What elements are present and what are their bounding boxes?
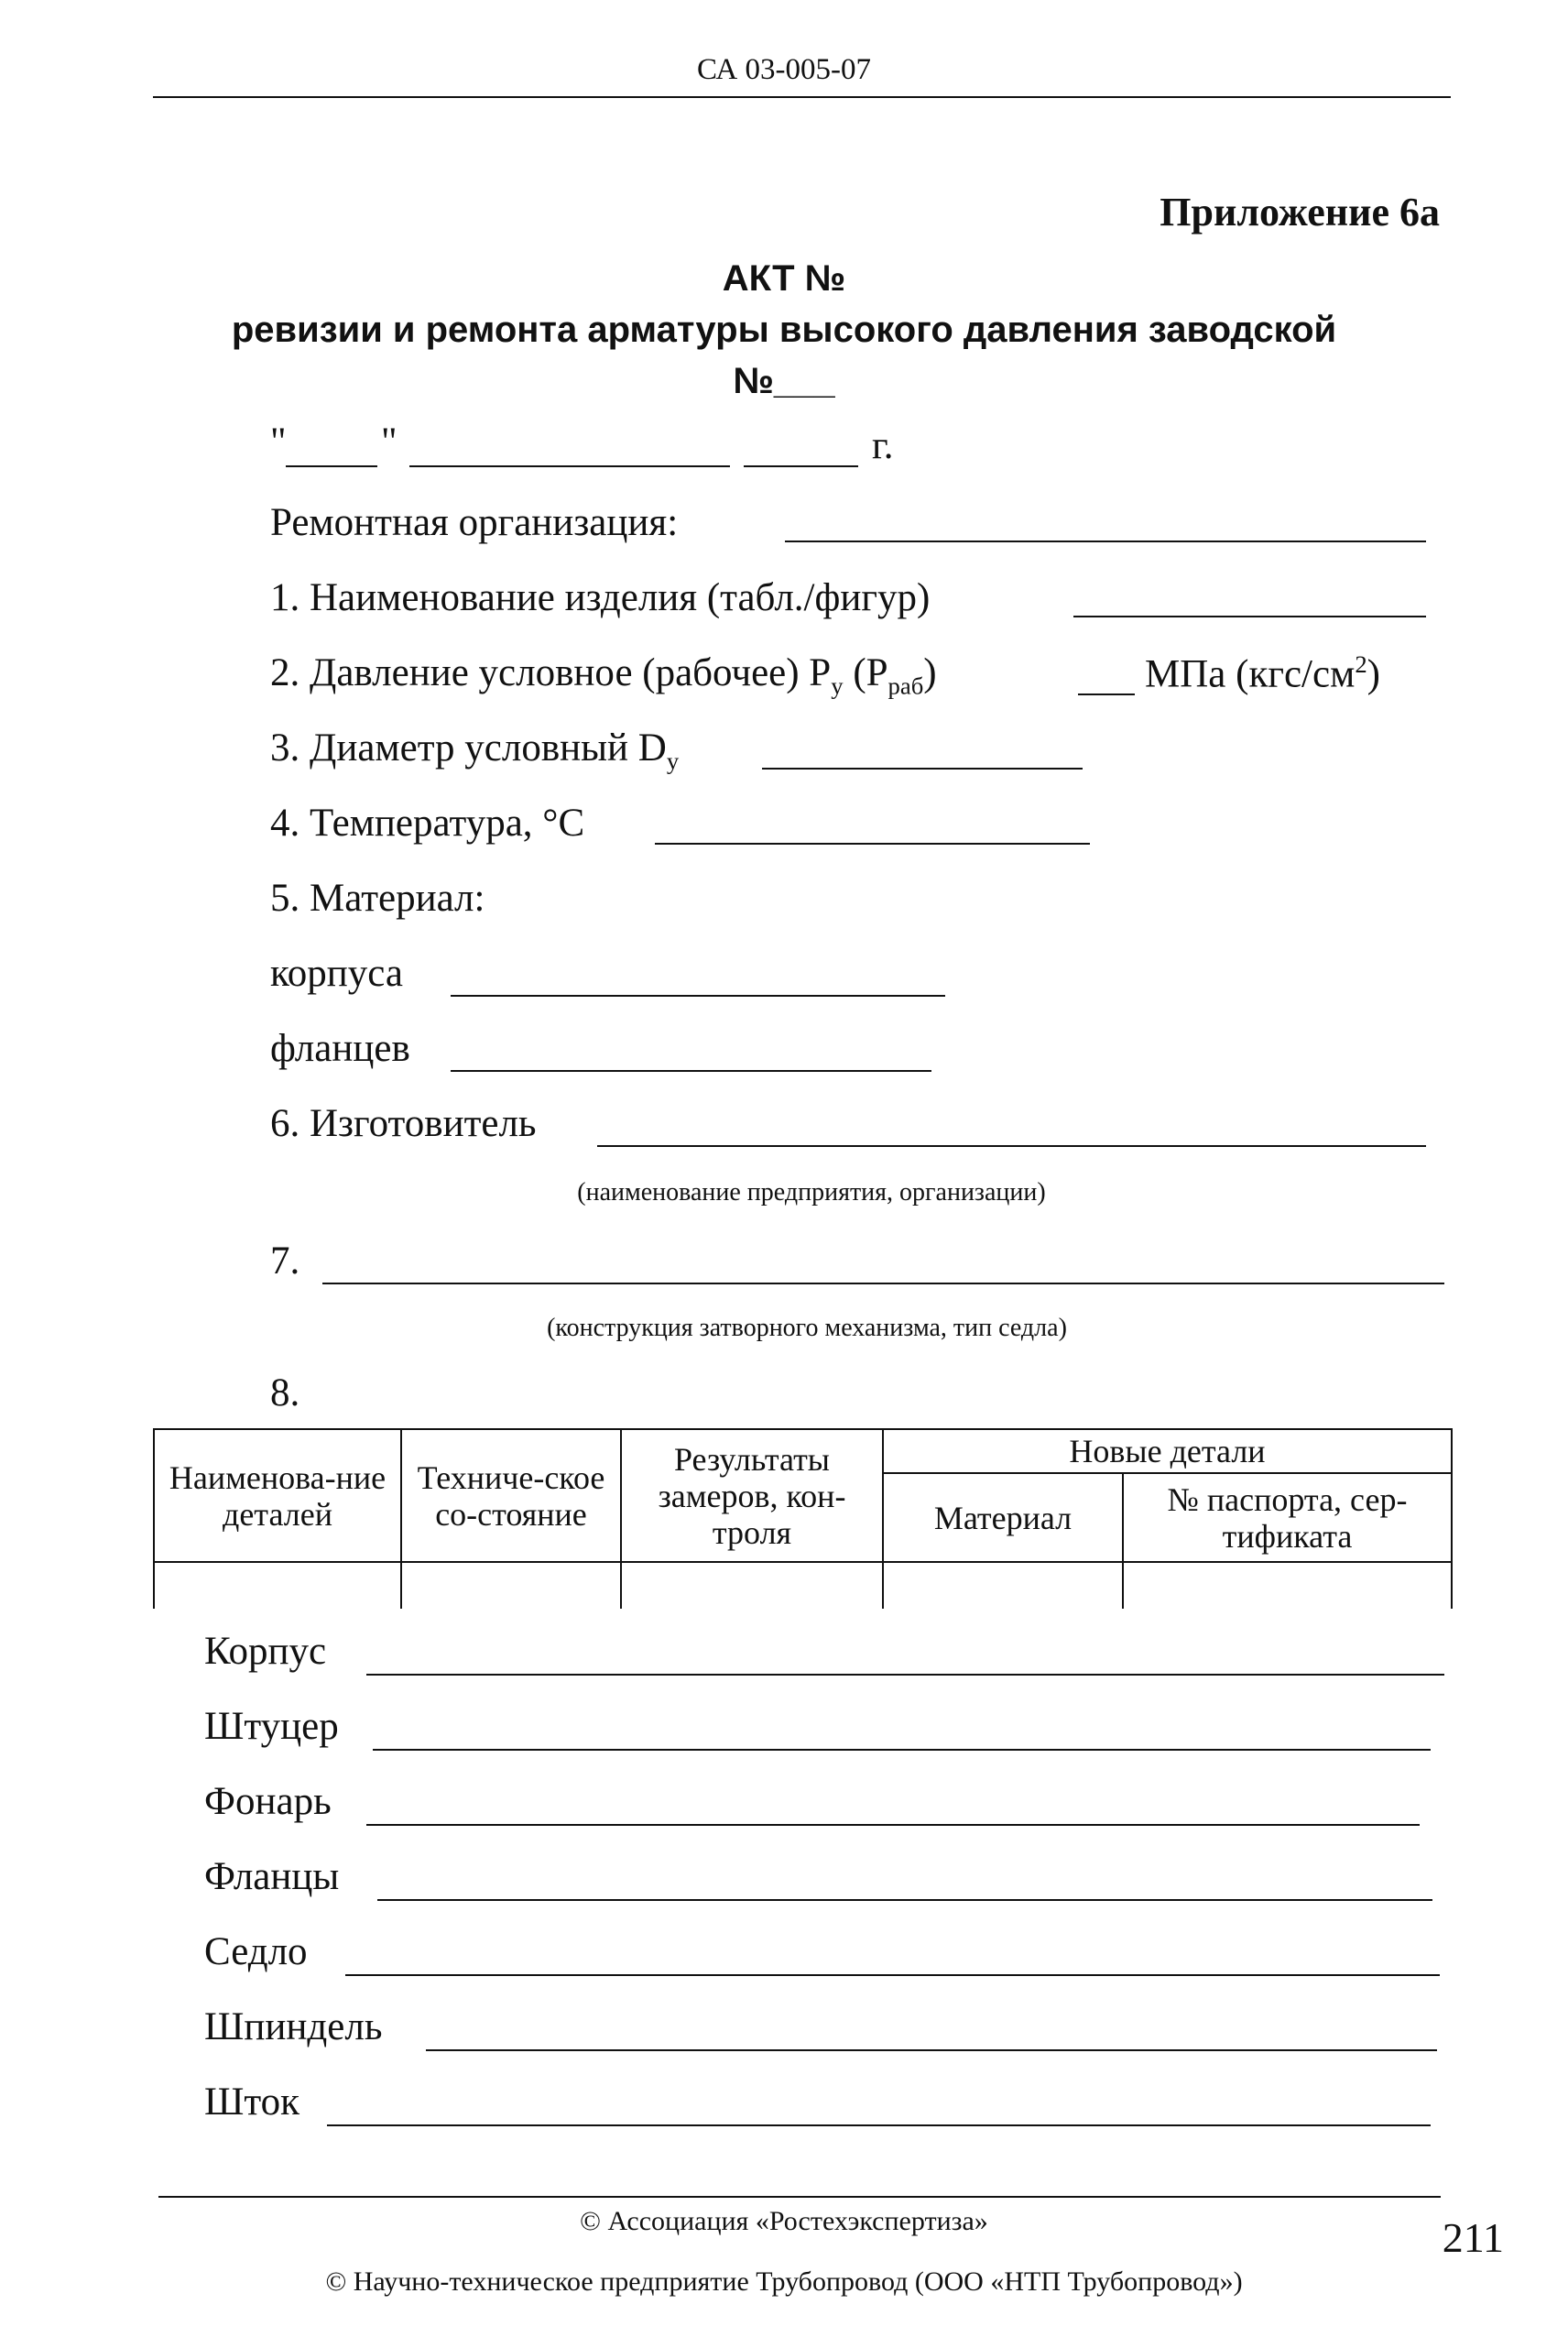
table-cell[interactable]	[401, 1562, 621, 1609]
footer-enterprise: © Научно-техническое предприятие Трубопровод (ООО «НТП Трубопровод»)	[325, 2266, 1243, 2297]
item3-label	[270, 726, 679, 776]
flange-material-blank[interactable]	[451, 1070, 931, 1072]
item1-blank[interactable]	[1073, 616, 1426, 617]
part-label-seat: Седло	[204, 1930, 308, 1973]
table-cell[interactable]	[154, 1562, 401, 1609]
item3-blank[interactable]	[762, 768, 1083, 770]
act-title: АКТ №	[722, 258, 846, 299]
col-measurements: Результаты замеров, кон-троля	[621, 1429, 883, 1562]
part-blank-spindle[interactable]	[426, 2049, 1437, 2051]
date-year-blank[interactable]	[744, 465, 858, 467]
col-part-name: Наименова-ние деталей	[154, 1429, 401, 1562]
item7-blank[interactable]	[322, 1283, 1444, 1284]
repair-org-blank[interactable]	[785, 541, 1426, 542]
date-month-blank[interactable]	[409, 465, 730, 467]
item3-text: 3. Диаметр условный D	[270, 726, 667, 770]
part-label-fitting: Штуцер	[204, 1705, 339, 1748]
item2-text-d: МПа (кгс/см	[1145, 652, 1356, 696]
item7-label: 7.	[270, 1239, 300, 1283]
part-blank-seat[interactable]	[345, 1974, 1440, 1976]
item6-caption: (наименование предприятия, организации)	[577, 1178, 1046, 1207]
part-label-flanges: Фланцы	[204, 1855, 340, 1898]
col-group-new-parts: Новые детали	[883, 1429, 1452, 1473]
date-quote-open: "	[270, 420, 287, 464]
table-cell[interactable]	[1123, 1562, 1452, 1609]
date-year-suffix: г.	[872, 424, 894, 467]
parts-table	[153, 1428, 1453, 1609]
date-day-blank[interactable]	[286, 465, 377, 467]
item6-blank[interactable]	[597, 1145, 1426, 1147]
act-factory-number: №___	[733, 361, 835, 401]
date-quote-close: "	[381, 420, 397, 464]
flange-material-label: фланцев	[270, 1027, 410, 1070]
body-material-label: корпуса	[270, 952, 403, 995]
item8-label: 8.	[270, 1371, 300, 1414]
item3-sub-y: у	[666, 747, 680, 775]
item2-sup-2: 2	[1355, 650, 1367, 678]
item5-label: 5. Материал:	[270, 877, 485, 920]
appendix-label: Приложение 6а	[1160, 190, 1440, 235]
item4-label: 4. Температура, °С	[270, 802, 585, 845]
part-label-stem: Шток	[204, 2080, 299, 2124]
part-label-body: Корпус	[204, 1630, 327, 1673]
col-passport: № паспорта, сер-тификата	[1123, 1473, 1452, 1562]
item2-text-b: (P	[843, 651, 888, 694]
header-rule	[153, 96, 1451, 98]
item4-blank[interactable]	[655, 843, 1090, 845]
item2-blank[interactable]	[1078, 693, 1135, 695]
item2-sub-y: у	[831, 672, 844, 700]
item2-unit	[1145, 650, 1380, 696]
item2-text-e: )	[1367, 652, 1380, 696]
part-blank-fitting[interactable]	[373, 1749, 1431, 1751]
body-material-blank[interactable]	[451, 995, 945, 997]
item2-text-a: 2. Давление условное (рабочее) P	[270, 651, 832, 694]
col-material: Материал	[883, 1473, 1123, 1562]
item2-label	[270, 650, 937, 701]
document-number: СА 03-005-07	[697, 53, 871, 86]
table-cell[interactable]	[883, 1562, 1123, 1609]
page-number: 211	[1442, 2214, 1504, 2261]
footer-rule	[158, 2196, 1441, 2198]
item7-caption: (конструкция затворного механизма, тип седла)	[547, 1314, 1067, 1342]
item2-text-c: )	[923, 651, 937, 694]
part-label-spindle: Шпиндель	[204, 2005, 383, 2048]
item1-label: 1. Наименование изделия (табл./фигур)	[270, 576, 931, 619]
part-blank-lantern[interactable]	[366, 1824, 1420, 1826]
repair-org-label: Ремонтная организация:	[270, 501, 679, 544]
part-label-lantern: Фонарь	[204, 1780, 332, 1823]
act-subtitle: ревизии и ремонта арматуры высокого давления заводской	[231, 310, 1337, 350]
part-blank-stem[interactable]	[327, 2124, 1431, 2126]
item6-label: 6. Изготовитель	[270, 1102, 537, 1145]
part-blank-body[interactable]	[366, 1674, 1444, 1676]
part-blank-flanges[interactable]	[377, 1899, 1432, 1901]
col-tech-state: Техниче-ское со-стояние	[401, 1429, 621, 1562]
table-cell[interactable]	[621, 1562, 883, 1609]
item2-sub-rab: раб	[887, 672, 924, 700]
footer-association: © Ассоциация «Ростехэкспертиза»	[580, 2206, 988, 2236]
